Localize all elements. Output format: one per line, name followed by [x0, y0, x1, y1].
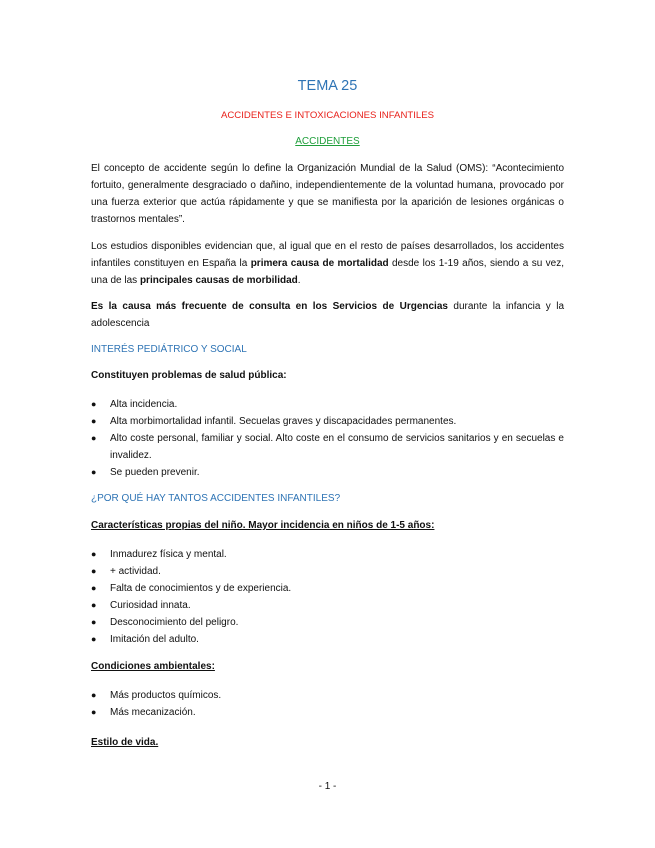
bullet-icon: ●	[91, 566, 97, 576]
bullet-icon: ●	[91, 549, 97, 559]
text-run: .	[297, 275, 301, 286]
list-item-text: Se pueden prevenir.	[110, 467, 200, 478]
text-run: Los estudios disponibles evidencian que, al igual que en el resto de países desarrollados, los accidentes infantiles constituyen en España la	[91, 241, 564, 269]
section-heading-accidentes: ACCIDENTES	[295, 136, 360, 147]
bold-text: principales causas de morbilidad	[139, 275, 298, 286]
list-condiciones	[91, 687, 564, 721]
list-item	[91, 704, 564, 721]
list-item-text: Más productos químicos.	[110, 690, 222, 701]
list-item	[91, 464, 564, 481]
list-interes	[91, 396, 564, 481]
bullet-icon: ●	[91, 690, 97, 700]
page-number: - 1 -	[318, 781, 337, 792]
list-item	[91, 580, 564, 597]
document-subtitle: ACCIDENTES E INTOXICACIONES INFANTILES	[220, 110, 435, 121]
list-item	[91, 687, 564, 704]
bullet-icon: ●	[91, 634, 97, 644]
text-run: desde los 1-19 años, siendo a su vez, una de las	[91, 258, 564, 286]
list-item	[91, 396, 564, 413]
list-item	[91, 631, 564, 648]
label-estilo-de-vida: Estilo de vida.	[91, 737, 159, 748]
page-title: TEMA 25	[297, 78, 358, 94]
list-item-text: Falta de conocimientos y de experiencia.	[110, 583, 292, 594]
list-item	[91, 430, 564, 464]
bullet-icon: ●	[91, 399, 97, 409]
paragraph-statistics	[91, 238, 564, 289]
list-item-text: Inmadurez física y mental.	[110, 549, 227, 560]
bullet-icon: ●	[91, 416, 97, 426]
label-condiciones-ambientales: Condiciones ambientales:	[91, 661, 215, 672]
list-item-text: Curiosidad innata.	[110, 600, 191, 611]
list-caracteristicas	[91, 546, 564, 648]
text-run: durante la infancia y la adolescencia	[91, 301, 565, 329]
list-item	[91, 413, 564, 430]
paragraph-urgencias	[91, 298, 564, 332]
bold-text: Es la causa más frecuente de consulta en los Servicios de Urgencias	[91, 301, 448, 312]
bullet-icon: ●	[91, 617, 97, 627]
list-item-text: Desconocimiento del peligro.	[110, 617, 239, 628]
list-item	[91, 614, 564, 631]
list-item	[91, 597, 564, 614]
paragraph-definition: El concepto de accidente según lo define la Organización Mundial de la Salud (OMS): “Acontecimiento fortuito, generalmente desgraciado o dañino, independientemente de la voluntad humana, provocado por una fuerza exterior que actúa rápidamente y que se manifiesta por la aparición de lesiones orgánicas o trastornos mentales”.	[91, 163, 564, 225]
bullet-icon: ●	[91, 467, 97, 477]
list-item-text: Alto coste personal, familiar y social. Alto coste en el consumo de servicios sanitarios y en secuelas e invalidez.	[110, 433, 564, 461]
list-item	[91, 563, 564, 580]
list-item-text: + actividad.	[110, 566, 161, 577]
list-item-text: Imitación del adulto.	[110, 634, 199, 645]
heading-interes-pediatrico: INTERÉS PEDIÁTRICO Y SOCIAL	[91, 344, 247, 355]
list-item-text: Alta morbimortalidad infantil. Secuelas graves y discapacidades permanentes.	[110, 416, 457, 427]
list-item-text: Alta incidencia.	[110, 399, 178, 410]
bullet-icon: ●	[91, 433, 97, 443]
label-caracteristicas-nino: Características propias del niño. Mayor incidencia en niños de 1-5 años:	[91, 520, 435, 531]
bullet-icon: ●	[91, 583, 97, 593]
bullet-icon: ●	[91, 600, 97, 610]
list-item	[91, 546, 564, 563]
bold-text: primera causa de mortalidad	[250, 258, 389, 269]
bullet-icon: ●	[91, 707, 97, 717]
label-problemas-salud: Constituyen problemas de salud pública:	[91, 370, 287, 381]
heading-por-que: ¿POR QUÉ HAY TANTOS ACCIDENTES INFANTILES?	[91, 493, 341, 504]
list-item-text: Más mecanización.	[110, 707, 196, 718]
